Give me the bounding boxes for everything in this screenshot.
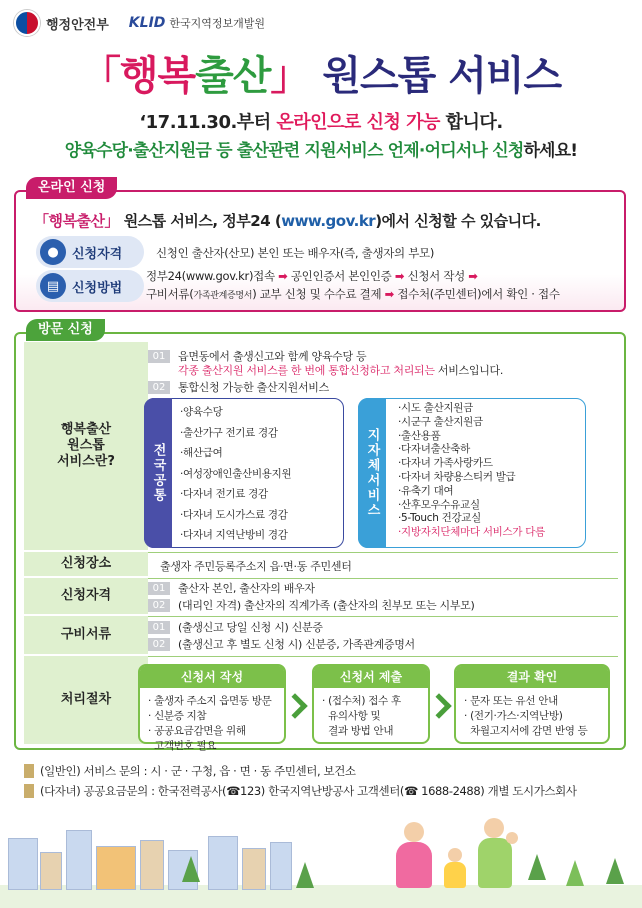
- divider: [148, 656, 618, 657]
- national-service-item: ·다자녀 도시가스료 경감: [180, 508, 288, 521]
- mother-head-icon: [404, 822, 424, 842]
- tree-icon: [606, 858, 624, 884]
- divider: [148, 616, 618, 617]
- contact-general: [24, 763, 356, 779]
- place-text: 출생자 주민등록주소지 읍·면·동 주민센터: [160, 560, 352, 573]
- gov-logo: [14, 10, 109, 36]
- arrow-right-icon: ➡: [278, 269, 288, 283]
- building-illustration: [40, 852, 62, 890]
- tree-icon: [566, 860, 584, 886]
- document-icon: ▤: [40, 273, 66, 299]
- national-service-item: ·출산가구 전기료 경감: [180, 426, 278, 439]
- step-1-box: [138, 664, 286, 752]
- step-line: · (접수처) 접수 후: [322, 695, 401, 707]
- number-badge: 01: [148, 582, 170, 595]
- local-service-item: ·산후모우수유교실: [398, 498, 480, 511]
- online-heading: [34, 210, 541, 231]
- national-tag: 전국공통: [144, 398, 172, 548]
- building-illustration: [8, 838, 38, 890]
- qualification-text: 신청인 출산자(산모) 본인 또는 배우자(즉, 출생자의 부모): [156, 246, 435, 260]
- building-illustration: [242, 848, 266, 890]
- national-services-list: [180, 402, 340, 546]
- method-step-2: 공인인증서 본인인증: [290, 269, 392, 283]
- taegeuk-icon: [14, 10, 40, 36]
- service-line-1: 읍면동에서 출생신고와 함께 양육수당 등: [178, 350, 367, 363]
- label-place-text: 신청장소: [60, 556, 112, 571]
- step-3-head: 결과 확인: [456, 666, 608, 688]
- national-service-item: ·양육수당: [180, 406, 223, 418]
- local-service-note: ·지방자치단체마다 서비스가 다름: [398, 526, 545, 539]
- service-line-3: 통합신청 가능한 출산지원서비스: [178, 381, 329, 394]
- visit-pill: 방문 신청: [26, 319, 105, 341]
- contact-multichild: [24, 783, 577, 799]
- national-service-item: ·해산급여: [180, 447, 223, 459]
- label-qualification-text: 신청자격: [60, 588, 112, 603]
- child-head-icon: [448, 848, 462, 862]
- phone-icon: [24, 764, 34, 778]
- number-badge: 02: [148, 638, 170, 651]
- step-line: 유의사항 및: [322, 710, 381, 722]
- step-line: · 출생자 주소지 읍면동 방문: [148, 695, 272, 707]
- step-line: · 문자 또는 유선 안내: [464, 695, 558, 707]
- visit-doc-line-2: (출생신고 후 별도 신청 시) 신분증, 가족관계증명서: [178, 638, 415, 651]
- online-pill: 온라인 신청: [26, 177, 117, 199]
- method-label: 신청방법: [72, 280, 123, 296]
- number-badge: 01: [148, 350, 170, 363]
- building-illustration: [140, 840, 164, 890]
- step-1-head: 신청서 작성: [140, 666, 284, 688]
- step-line: 차월고지서에 감면 반영 등: [464, 725, 588, 737]
- method-step-1: 정부24(www.gov.kr)접속: [146, 269, 275, 283]
- method-step-4a: 구비서류(: [146, 287, 194, 301]
- contact-general-text: (일반인) 서비스 문의 : 시 · 군 · 구청, 읍 · 면 · 동 주민센터, 보건소: [40, 764, 356, 778]
- step-2-box: [312, 664, 430, 744]
- method-step-5: 접수처(주민센터)에서 확인 · 접수: [397, 287, 560, 301]
- label-documents: [24, 616, 148, 656]
- number-badge: 01: [148, 621, 170, 634]
- local-service-item: ·5-Touch 건강교실: [398, 512, 481, 525]
- tree-icon: [296, 862, 314, 888]
- local-service-item: ·다자녀출산축하: [398, 443, 470, 456]
- national-service-item: ·다자녀 지역난방비 경감: [180, 529, 288, 541]
- visit-doc-line-1: (출생신고 당일 신청 시) 신분증: [178, 621, 323, 634]
- local-service-item: ·시도 출산지원금: [398, 402, 473, 414]
- online-head-b: )에서 신청할 수 있습니다.: [375, 212, 541, 230]
- local-tag: 지자체서비스: [358, 398, 386, 548]
- qualification-tag: [36, 236, 144, 268]
- page-title: [0, 44, 642, 101]
- father-body-icon: [478, 838, 512, 888]
- person-icon: ●: [40, 239, 66, 265]
- step-2-head: 신청서 제출: [314, 666, 428, 688]
- online-head-brand: 「행복출산」: [34, 212, 119, 230]
- label-procedure: [24, 656, 148, 746]
- label-qualification: [24, 578, 148, 616]
- national-service-item: ·다자녀 전기료 경감: [180, 488, 268, 500]
- arrow-right-icon: ➡: [384, 287, 394, 301]
- building-illustration: [66, 830, 92, 890]
- method-line-2: [146, 286, 560, 302]
- visit-qual-line-1: 출산자 본인, 출산자의 배우자: [178, 582, 315, 595]
- method-line-1: [146, 268, 478, 284]
- building-illustration: [270, 842, 292, 890]
- step-line: 결과 방법 안내: [322, 725, 394, 737]
- local-service-item: ·다자녀 가족사랑카드: [398, 457, 493, 470]
- subtitle-line-2: [0, 136, 642, 161]
- title-bracket-open: 「: [80, 53, 120, 99]
- building-illustration: [96, 846, 136, 890]
- tree-icon: [528, 854, 546, 880]
- klid-logo: [129, 15, 265, 31]
- subtitle-end: 합니다.: [439, 112, 503, 133]
- label-procedure-text: 처리절차: [60, 692, 112, 707]
- method-step-3: 신청서 작성: [407, 269, 465, 283]
- local-services-list: [398, 402, 584, 540]
- national-service-item: ·여성장애인출산비용지원: [180, 467, 292, 480]
- step-line: 고객번호 필요: [148, 740, 217, 752]
- service-line-2: [178, 362, 503, 378]
- divider: [148, 552, 618, 553]
- qualification-label: 신청자격: [72, 246, 123, 262]
- title-word-2: 출산: [195, 53, 271, 99]
- step-line: · 공공요금감면을 위해: [148, 725, 246, 737]
- method-tag: [36, 270, 144, 302]
- label-service: [24, 342, 148, 552]
- visit-qual-line-2: (대리인 자격) 출산자의 직계가족 (출산자의 친부모 또는 시부모): [178, 599, 475, 612]
- building-illustration: [208, 836, 238, 890]
- local-service-item: ·출산용품: [398, 429, 441, 442]
- label-service-text: 행복출산 원스톱 서비스란?: [57, 422, 115, 469]
- father-head-icon: [484, 818, 504, 838]
- service-line-2-end: 서비스입니다.: [434, 364, 504, 377]
- arrow-right-icon: ➡: [394, 269, 405, 283]
- title-bracket-close: 」: [270, 53, 310, 99]
- subtitle-services: 양육수당·출산지원금 등 출산관련 지원서비스 언제·어디서나 신청: [64, 141, 524, 161]
- local-service-item: ·유축기 대여: [398, 484, 454, 497]
- divider: [148, 578, 618, 579]
- arrow-right-icon: ➡: [468, 269, 478, 283]
- step-1-body: [140, 688, 284, 760]
- phone-icon: [24, 784, 34, 798]
- klid-mark: KLID: [128, 15, 166, 31]
- klid-name: 한국지역정보개발원: [169, 17, 266, 30]
- label-documents-text: 구비서류: [60, 627, 112, 642]
- subtitle-apply: 하세요!: [523, 141, 578, 161]
- baby-head-icon: [506, 832, 518, 844]
- local-service-item: ·시군구 출산지원금: [398, 415, 483, 428]
- step-line: · (전기·가스·지역난방): [464, 710, 563, 722]
- online-head-url: www.gov.kr: [281, 212, 376, 230]
- number-badge: 02: [148, 599, 170, 612]
- contact-multichild-text: (다자녀) 공공요금문의 : 한국전력공사(☎123) 한국지역난방공사 고객센터(☎ 1688-2488) 개별 도시가스회사: [40, 784, 577, 798]
- step-3-box: [454, 664, 610, 744]
- online-head-a: 원스톱 서비스, 정부24 (: [118, 212, 282, 230]
- header-logos: [14, 8, 265, 38]
- local-service-item: ·다자녀 차량용스티커 발급: [398, 470, 516, 483]
- title-word-1: 행복: [119, 53, 196, 99]
- mother-body-icon: [396, 842, 432, 888]
- subtitle-line-1: [0, 108, 642, 134]
- service-line-2-red: 각종 출산지원 서비스를 한 번에 통합신청하고 처리되는: [178, 364, 435, 377]
- step-line: · 신분증 지참: [148, 710, 207, 722]
- number-badge: 02: [148, 381, 170, 394]
- step-3-body: [456, 688, 608, 745]
- step-2-body: [314, 688, 428, 745]
- tree-icon: [182, 856, 200, 882]
- child-body-icon: [444, 862, 466, 888]
- label-place: [24, 552, 148, 578]
- title-rest: 원스톱 서비스: [309, 53, 562, 99]
- subtitle-online: 온라인으로 신청 가능: [276, 112, 440, 133]
- subtitle-date: ‘17.11.30.부터: [139, 112, 277, 133]
- gov-name: 행정안전부: [46, 17, 109, 33]
- method-step-4-small: 가족관계증명서: [193, 291, 253, 301]
- method-step-4b: ) 교부 신청 및 수수료 결제: [252, 287, 382, 301]
